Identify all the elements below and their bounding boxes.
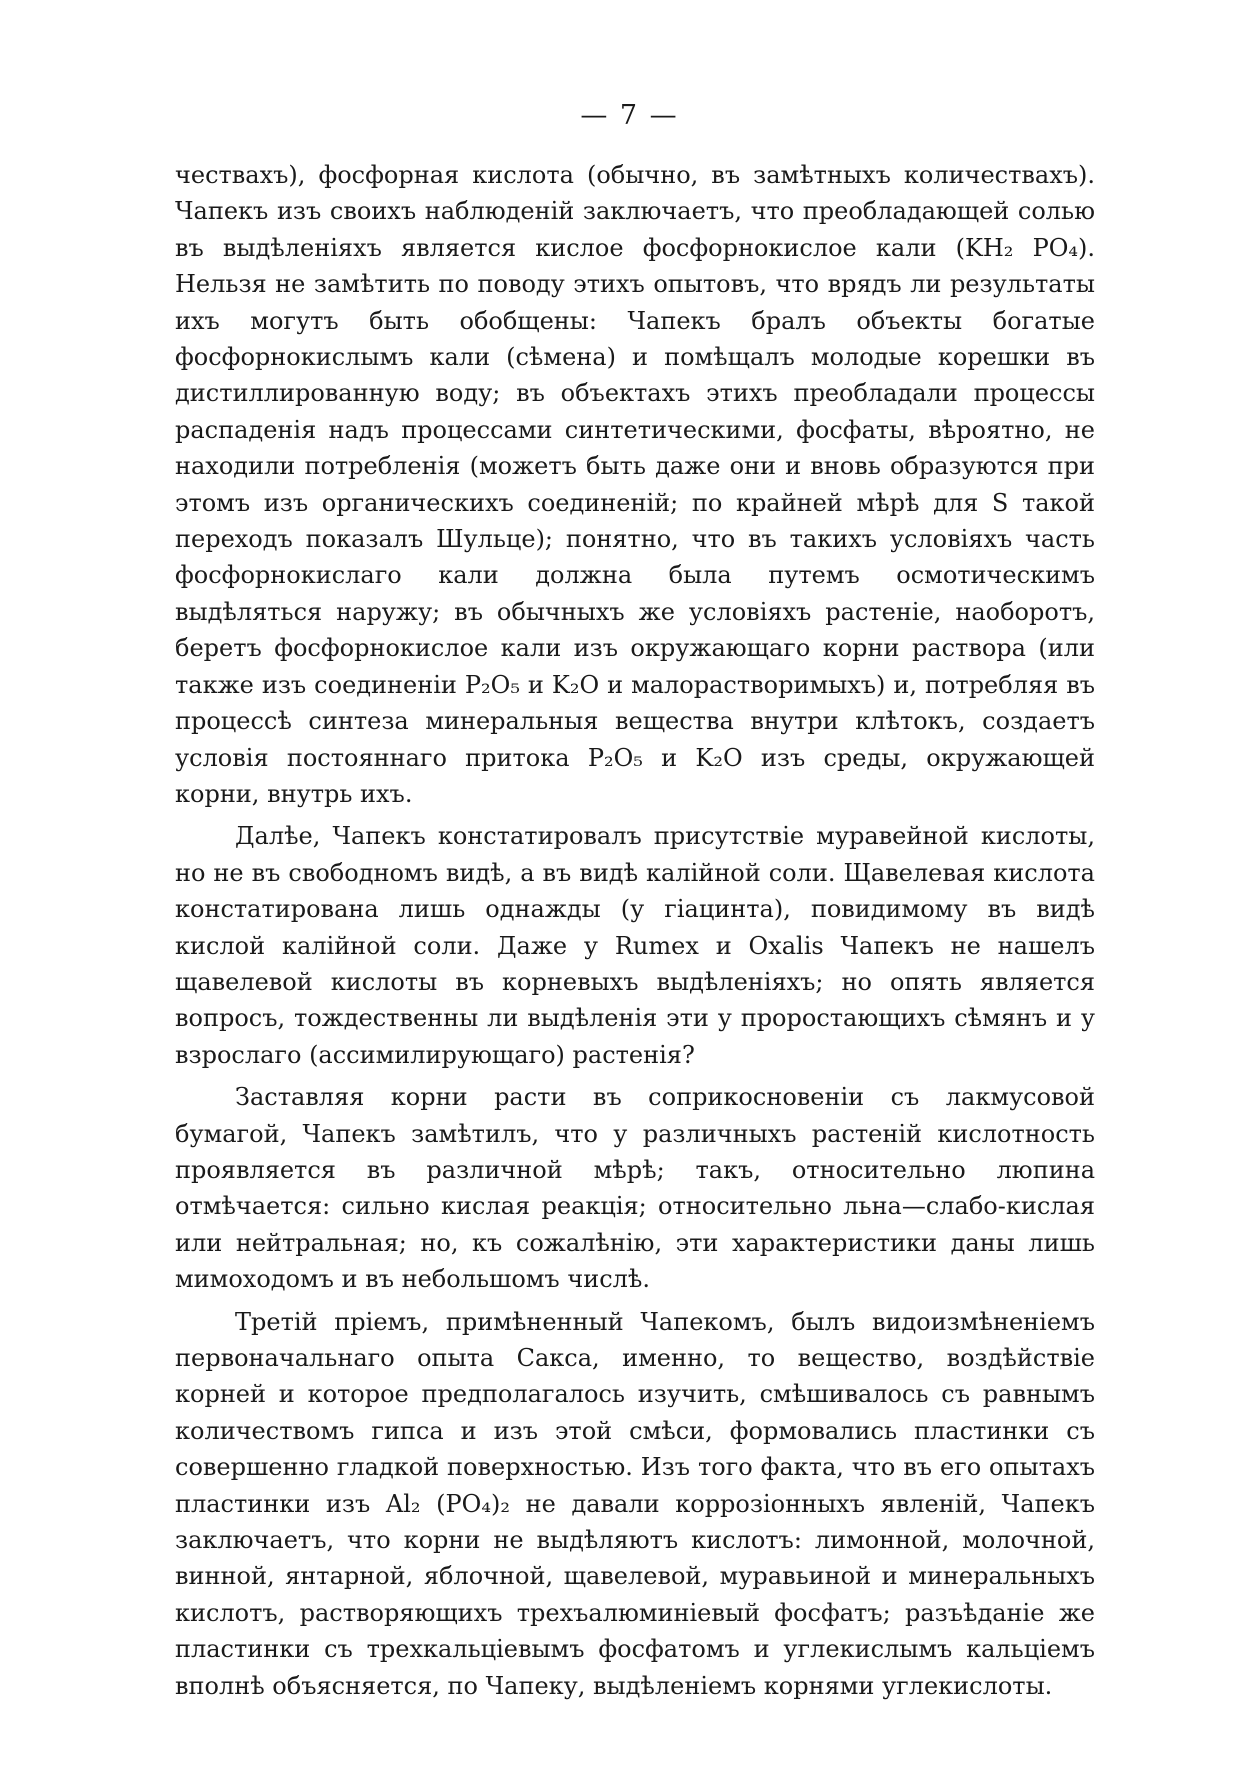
page-number: — 7 — bbox=[580, 100, 679, 131]
paragraph-continuation: чествахъ), фосфорная кислота (обычно, въ замѣтныхъ количествахъ). Чапекъ изъ своихъ наблюденій заключаетъ, что преобладающей солью въ выдѣленіяхъ является кислое фосфорнокислое кали (KH₂ PO₄). Нельзя не замѣтить по поводу этихъ опытовъ, что врядъ ли результаты ихъ могутъ быть обобщены: Чапекъ бралъ объекты богатые фосфорнокислымъ кали (сѣмена) и помѣщалъ молодые корешки въ дистиллированную воду; въ объектахъ этихъ преобладали процессы распаденія надъ процессами синтетическими, фосфаты, вѣроятно, не находили потребленія (можетъ быть даже они и вновь образуются при этомъ изъ органическихъ соединеній; по крайней мѣрѣ для S такой переходъ показалъ Шульце); понятно, что въ такихъ условіяхъ часть фосфорнокислаго кали должна была путемъ осмотическимъ выдѣляться наружу; въ обычныхъ же условіяхъ растеніе, наоборотъ, беретъ фосфорнокислое кали изъ окружающаго корни раствора (или также изъ соединеніи P₂O₅ и K₂O и малорастворимыхъ) и, потребляя въ процессѣ синтеза минеральныя вещества внутри клѣтокъ, создаетъ условія постояннаго притока P₂O₅ и K₂O изъ среды, окружающей корни, внутрь ихъ. bbox=[175, 161, 1095, 808]
paragraph-formic-acid: Далѣе, Чапекъ констатировалъ присутствіе муравейной кислоты, но не въ свободномъ видѣ, а въ видѣ калійной соли. Щавелевая кислота констатирована лишь однажды (у гіацинта), повидимому въ видѣ кислой калійной соли. Даже у Rumex и Oxalis Чапекъ не нашелъ щавелевой кислоты въ корневыхъ выдѣленіяхъ; но опять является вопросъ, тождественны ли выдѣленія эти у проростающихъ сѣмянъ и у взрослаго (ассимилирующаго) растенія? bbox=[175, 822, 1095, 1069]
paragraph-litmus-paper: Заставляя корни расти въ соприкосновеніи съ лакмусовой бумагой, Чапекъ замѣтилъ, что у различныхъ растеній кислотность проявляется въ различной мѣрѣ; такъ, относительно люпина отмѣчается: сильно кислая реакція; относительно льна—слабо-кислая или нейтральная; но, къ сожалѣнію, эти характеристики даны лишь мимоходомъ и въ небольшомъ числѣ. bbox=[175, 1083, 1095, 1294]
body-text bbox=[175, 157, 1095, 1704]
paragraph-third-method: Третій пріемъ, примѣненный Чапекомъ, былъ видоизмѣненіемъ первоначальнаго опыта Сакса, именно, то вещество, воздѣйствіе корней и которое предполагалось изучить, смѣшивалось съ равнымъ количествомъ гипса и изъ этой смѣси, формовались пластинки съ совершенно гладкой поверхностью. Изъ того факта, что въ его опытахъ пластинки изъ Al₂ (PO₄)₂ не давали коррозіонныхъ явленій, Чапекъ заключаетъ, что корни не выдѣляютъ кислотъ: лимонной, молочной, винной, янтарной, яблочной, щавелевой, муравьиной и минеральныхъ кислотъ, растворяющихъ трехъалюминіевый фосфатъ; разъѣданіе же пластинки съ трехкальціевымъ фосфатомъ и углекислымъ кальціемъ вполнѣ объясняется, по Чапеку, выдѣленіемъ корнями углекислоты. bbox=[175, 1307, 1095, 1700]
